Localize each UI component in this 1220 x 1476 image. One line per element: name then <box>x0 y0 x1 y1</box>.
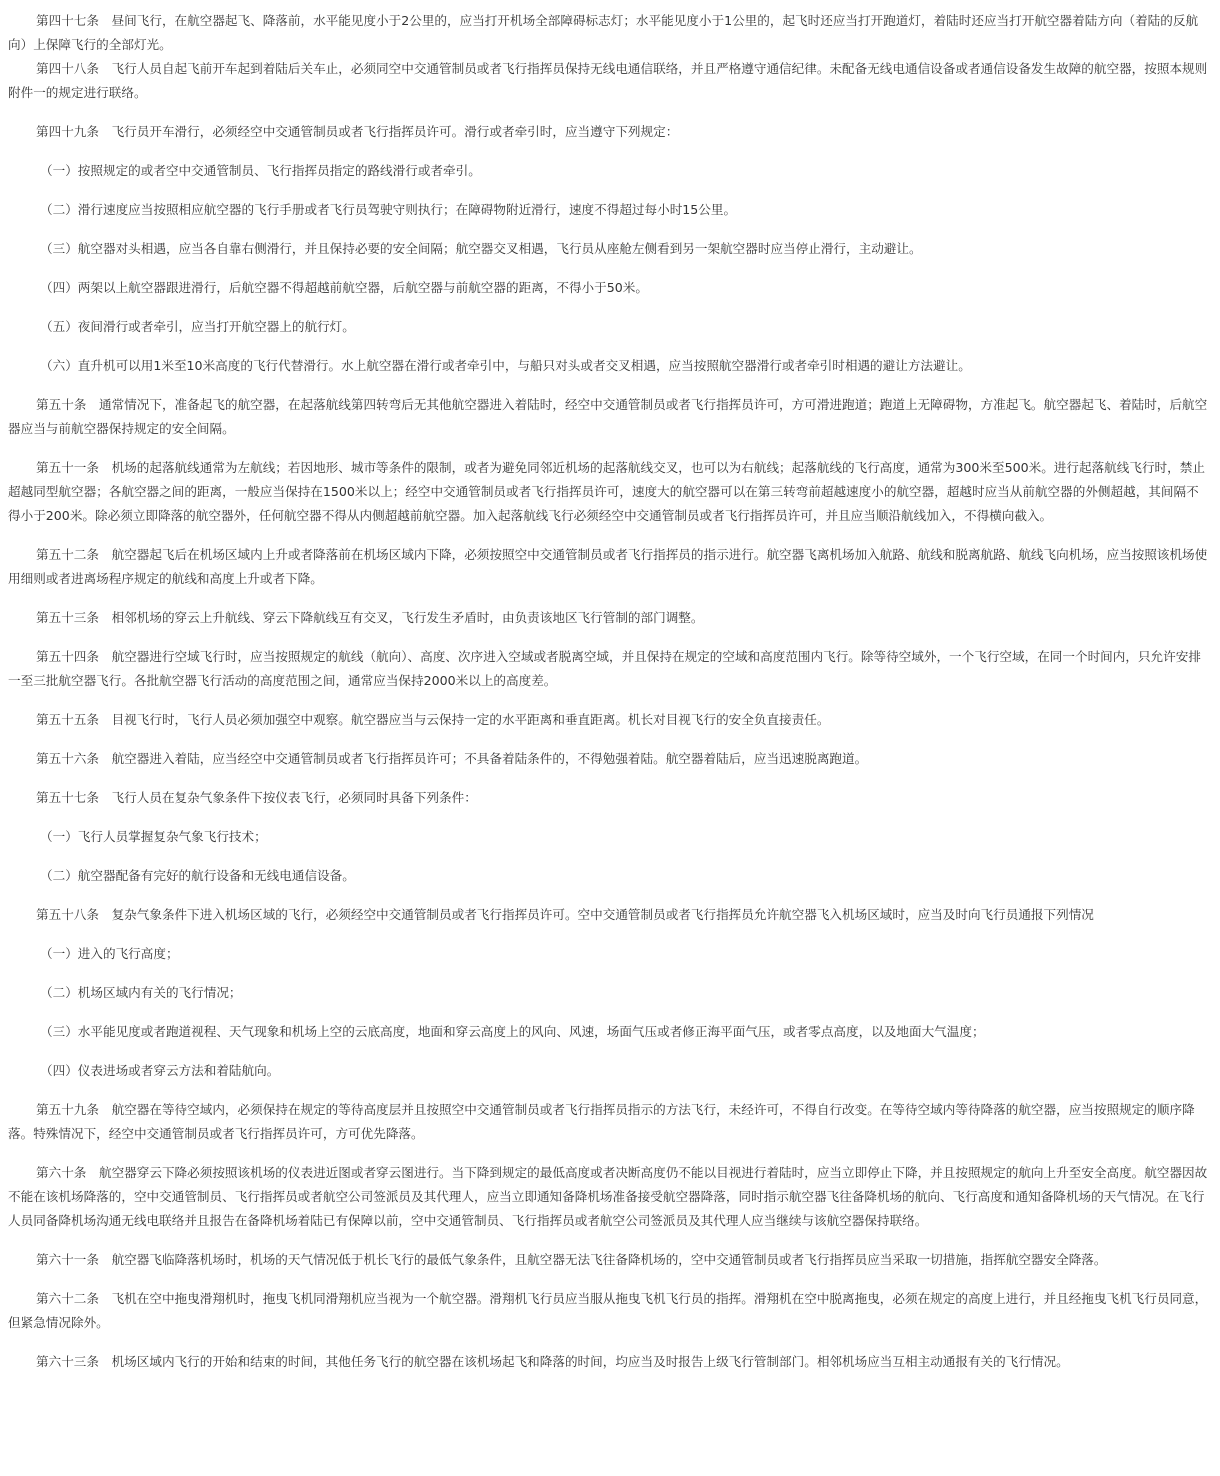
article-paragraph: 第六十二条 飞机在空中拖曳滑翔机时，拖曳飞机同滑翔机应当视为一个航空器。滑翔机飞行员应当服从拖曳飞机飞行员的指挥。滑翔机在空中脱离拖曳，必须在规定的高度上进行，并且经拖曳飞机飞行员同意，但紧急情况除外。 <box>8 1291 1208 1330</box>
article-paragraph: 第五十七条 飞行人员在复杂气象条件下按仪表飞行，必须同时具备下列条件： <box>36 790 477 805</box>
article-paragraph: 第四十七条 昼间飞行，在航空器起飞、降落前，水平能见度小于2公里的，应当打开机场全部障碍标志灯；水平能见度小于1公里的，起飞时还应当打开跑道灯，着陆时还应当打开航空器着陆方向（着陆的反航向）上保障飞行的全部灯光。 <box>8 13 1199 52</box>
article-paragraph: 第五十一条 机场的起落航线通常为左航线；若因地形、城市等条件的限制，或者为避免同邻近机场的起落航线交叉，也可以为右航线；起落航线的飞行高度，通常为300米至500米。进行起落航线飞行时，禁止超越同型航空器；各航空器之间的距离，一般应当保持在1500米以上；经空中交通管制员或者飞行指挥员许可，速度大的航空器可以在第三转弯前超越速度小的航空器，超越时应当从前航空器的外侧超越，其间隔不得小于200米。除必须立即降落的航空器外，任何航空器不得从内侧超越前航空器。加入起落航线飞行必须经空中交通管制员或者飞行指挥员许可，并且应当顺沿航线加入，不得横向截入。 <box>8 460 1205 523</box>
sub-clause: （三）航空器对头相遇，应当各自靠右侧滑行，并且保持必要的安全间隔；航空器交叉相遇，飞行员从座舱左侧看到另一架航空器时应当停止滑行，主动避让。 <box>40 241 922 256</box>
article-paragraph: 第六十三条 机场区域内飞行的开始和结束的时间，其他任务飞行的航空器在该机场起飞和降落的时间，均应当及时报告上级飞行管制部门。相邻机场应当互相主动通报有关的飞行情况。 <box>36 1354 1069 1369</box>
article-paragraph: 第六十一条 航空器飞临降落机场时，机场的天气情况低于机长飞行的最低气象条件，且航空器无法飞往备降机场的，空中交通管制员或者飞行指挥员应当采取一切措施，指挥航空器安全降落。 <box>36 1252 1107 1267</box>
article-paragraph: 第五十条 通常情况下，准备起飞的航空器，在起落航线第四转弯后无其他航空器进入着陆时，经空中交通管制员或者飞行指挥员许可，方可滑进跑道；跑道上无障碍物，方准起飞。航空器起飞、着陆时，后航空器应当与前航空器保持规定的安全间隔。 <box>8 397 1208 436</box>
sub-clause: （六）直升机可以用1米至10米高度的飞行代替滑行。水上航空器在滑行或者牵引中，与船只对头或者交叉相遇，应当按照航空器滑行或者牵引时相遇的避让方法避让。 <box>40 358 971 373</box>
sub-clause: （一）按照规定的或者空中交通管制员、飞行指挥员指定的路线滑行或者牵引。 <box>40 163 481 178</box>
sub-clause: （四）仪表进场或者穿云方法和着陆航向。 <box>40 1063 280 1078</box>
article-paragraph: 第五十九条 航空器在等待空域内，必须保持在规定的等待高度层并且按照空中交通管制员或者飞行指挥员指示的方法飞行，未经许可，不得自行改变。在等待空域内等待降落的航空器，应当按照规定的顺序降落。特殊情况下，经空中交通管制员或者飞行指挥员许可，方可优先降落。 <box>8 1102 1195 1141</box>
sub-clause: （一）进入的飞行高度； <box>40 946 179 961</box>
article-paragraph: 第五十五条 目视飞行时，飞行人员必须加强空中观察。航空器应当与云保持一定的水平距离和垂直距离。机长对目视飞行的安全负直接责任。 <box>36 712 830 727</box>
article-paragraph: 第六十条 航空器穿云下降必须按照该机场的仪表进近图或者穿云图进行。当下降到规定的最低高度或者决断高度仍不能以目视进行着陆时，应当立即停止下降，并且按照规定的航向上升至安全高度。航空器因故不能在该机场降落的，空中交通管制员、飞行指挥员或者航空公司签派员及其代理人，应当立即通知备降机场准备接受航空器降落，同时指示航空器飞往备降机场的航向、飞行高度和通知备降机场的天气情况。在飞行人员同备降机场沟通无线电联络并且报告在备降机场着陆已有保障以前，空中交通管制员、飞行指挥员或者航空公司签派员及其代理人应当继续与该航空器保持联络。 <box>8 1165 1208 1228</box>
article-paragraph: 第五十六条 航空器进入着陆，应当经空中交通管制员或者飞行指挥员许可；不具备着陆条件的，不得勉强着陆。航空器着陆后，应当迅速脱离跑道。 <box>36 751 868 766</box>
sub-clause: （五）夜间滑行或者牵引，应当打开航空器上的航行灯。 <box>40 319 355 334</box>
article-paragraph: 第四十九条 飞行员开车滑行，必须经空中交通管制员或者飞行指挥员许可。滑行或者牵引时，应当遵守下列规定： <box>36 124 679 139</box>
sub-clause: （二）机场区域内有关的飞行情况； <box>40 985 242 1000</box>
article-paragraph: 第五十三条 相邻机场的穿云上升航线、穿云下降航线互有交叉，飞行发生矛盾时，由负责该地区飞行管制的部门调整。 <box>36 610 704 625</box>
article-paragraph: 第五十四条 航空器进行空域飞行时，应当按照规定的航线（航向）、高度、次序进入空域或者脱离空域，并且保持在规定的空域和高度范围内飞行。除等待空域外，一个飞行空域，在同一个时间内，只允许安排一至三批航空器飞行。各批航空器飞行活动的高度范围之间，通常应当保持2000米以上的高度差。 <box>8 649 1201 688</box>
sub-clause: （二）航空器配备有完好的航行设备和无线电通信设备。 <box>40 868 355 883</box>
article-paragraph: 第五十八条 复杂气象条件下进入机场区域的飞行，必须经空中交通管制员或者飞行指挥员许可。空中交通管制员或者飞行指挥员允许航空器飞入机场区域时，应当及时向飞行员通报下列情况 <box>36 907 1094 922</box>
sub-clause: （四）两架以上航空器跟进滑行，后航空器不得超越前航空器，后航空器与前航空器的距离，不得小于50米。 <box>40 280 648 295</box>
article-paragraph: 第四十八条 飞行人员自起飞前开车起到着陆后关车止，必须同空中交通管制员或者飞行指挥员保持无线电通信联络，并且严格遵守通信纪律。未配备无线电通信设备或者通信设备发生故障的航空器，按照本规则附件一的规定进行联络。 <box>8 61 1208 100</box>
article-paragraph: 第五十二条 航空器起飞后在机场区域内上升或者降落前在机场区域内下降，必须按照空中交通管制员或者飞行指挥员的指示进行。航空器飞离机场加入航路、航线和脱离航路、航线飞向机场，应当按照该机场使用细则或者进离场程序规定的航线和高度上升或者下降。 <box>8 547 1208 586</box>
sub-clause: （三）水平能见度或者跑道视程、天气现象和机场上空的云底高度，地面和穿云高度上的风向、风速，场面气压或者修正海平面气压，或者零点高度，以及地面大气温度； <box>40 1024 985 1039</box>
sub-clause: （一）飞行人员掌握复杂气象飞行技术； <box>40 829 267 844</box>
sub-clause: （二）滑行速度应当按照相应航空器的飞行手册或者飞行员驾驶守则执行；在障碍物附近滑行，速度不得超过每小时15公里。 <box>40 202 737 217</box>
